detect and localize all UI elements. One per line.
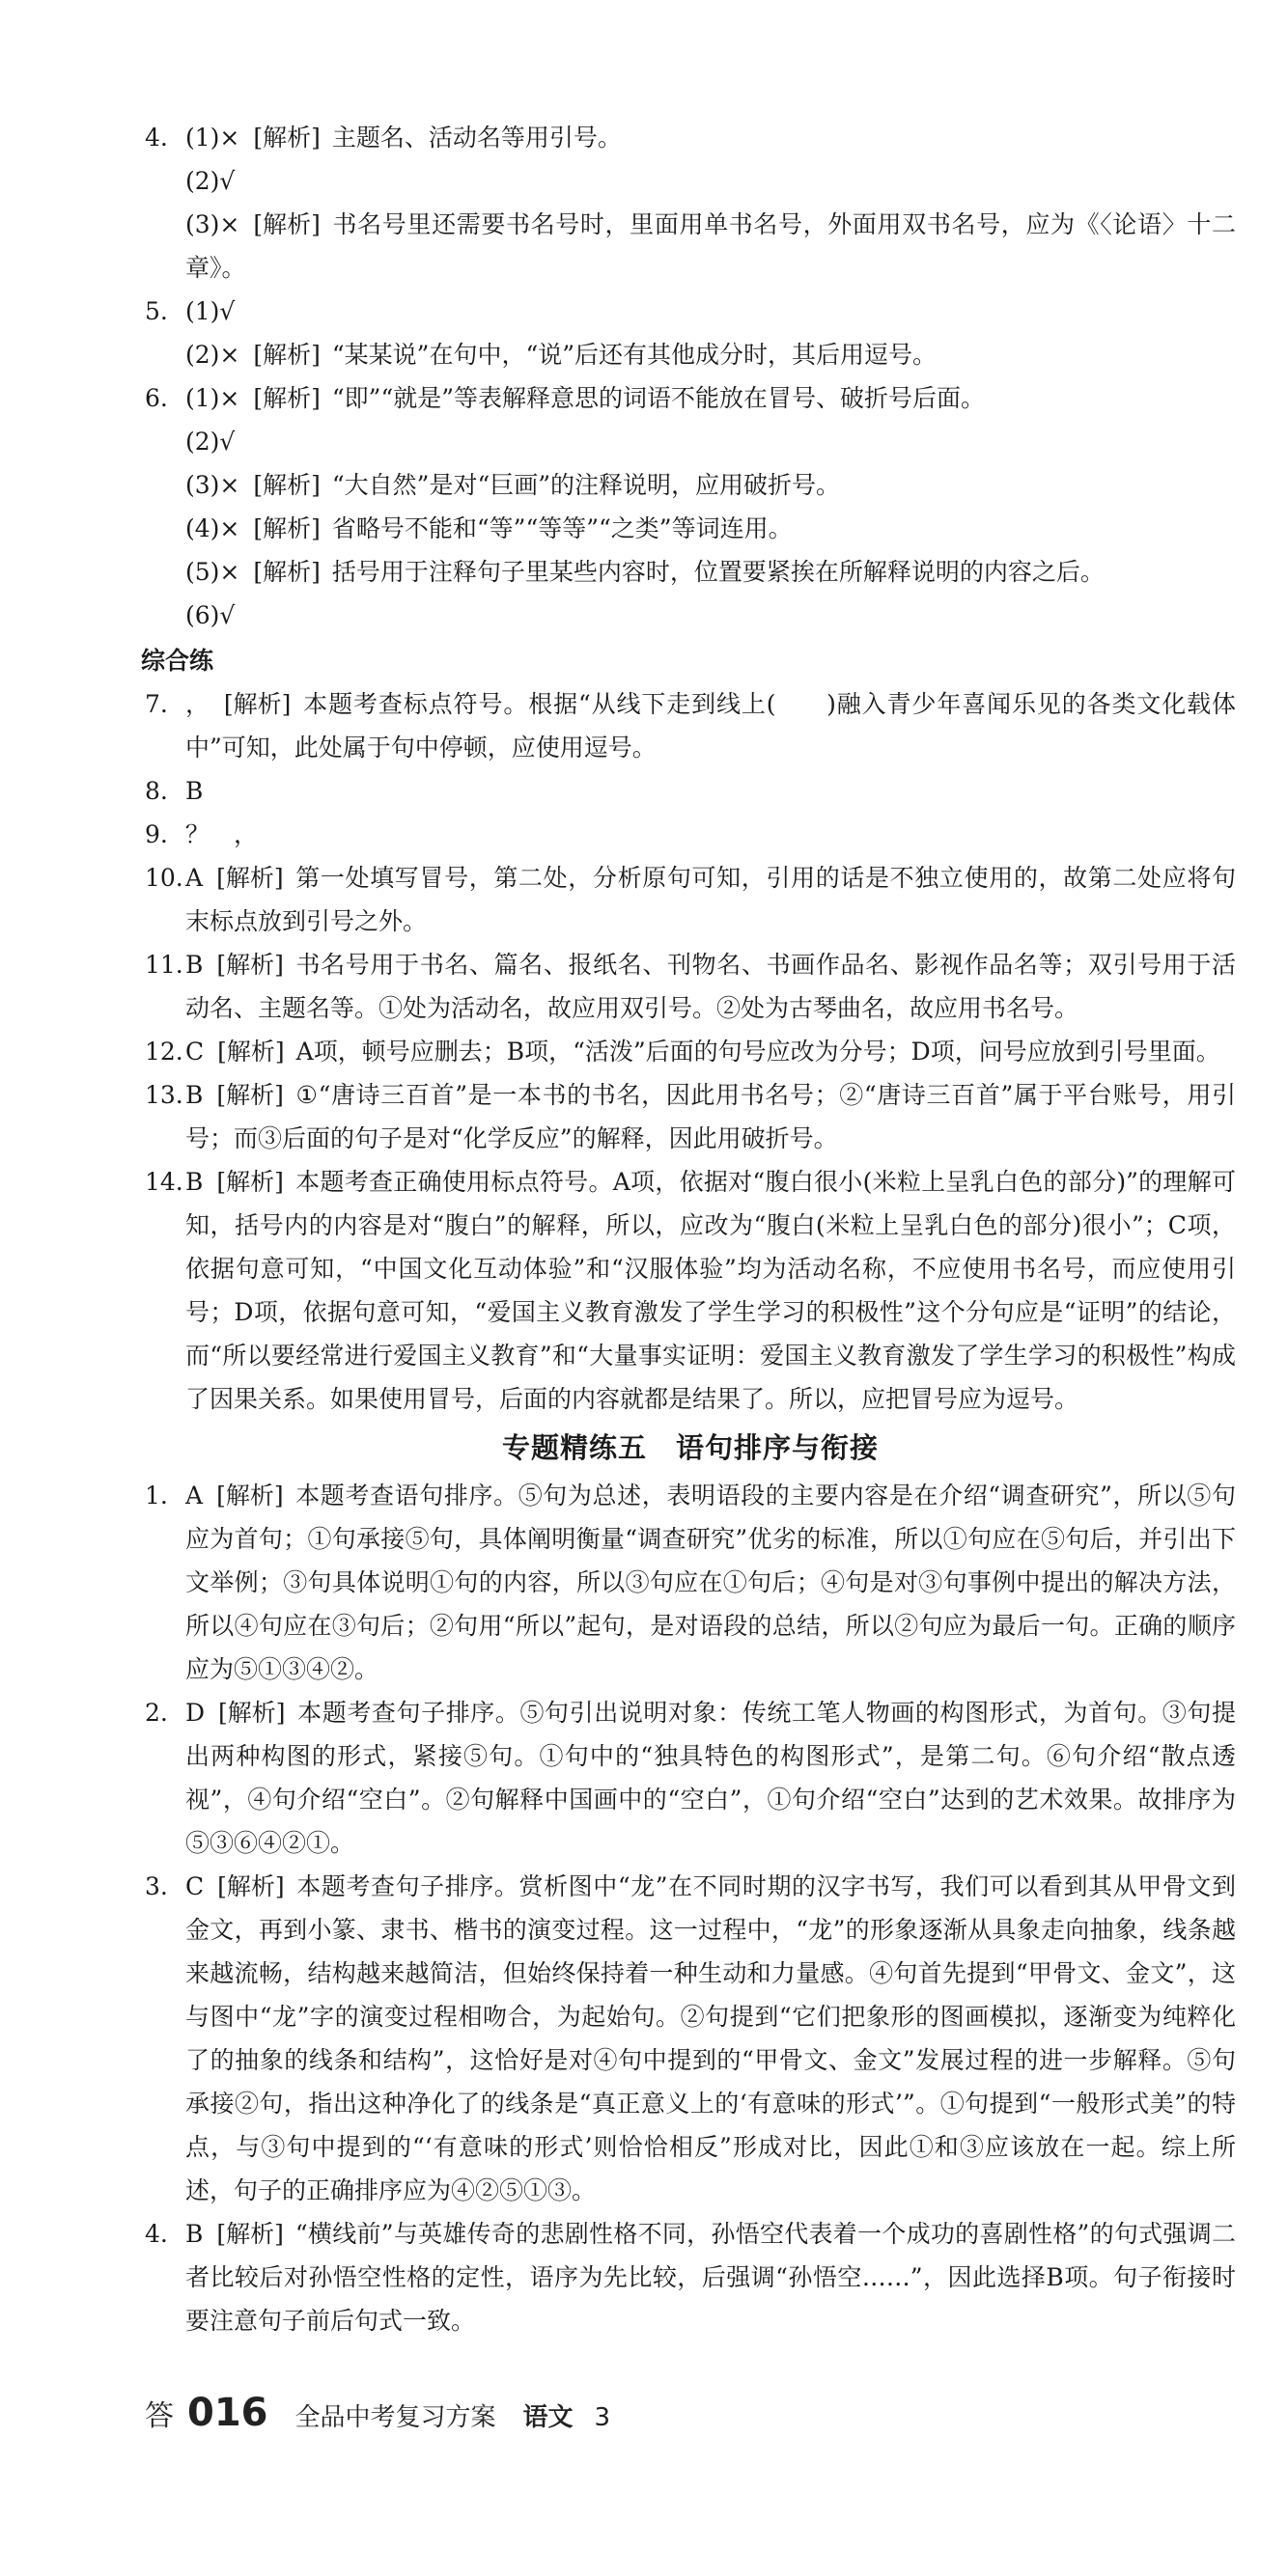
section-heading: 专题精练五 语句排序与衔接 — [501, 1431, 879, 1464]
answer-key: A — [185, 864, 204, 892]
answer-line: (4)× [解析] 省略号不能和“等”“等等”“之类”等词连用。 — [185, 507, 1236, 550]
answer-key: A — [185, 1482, 204, 1510]
question-1: 1. A [解析] 本题考查语句排序。⑤句为总述，表明语段的主要内容是在介绍“调查研究”，所以⑤句应为首句；①句承接⑤句，具体阐明衡量“调查研究”优劣的标准，所以①句应在⑤句后，并引出下文举例；③句具体说明①句的内容，所以③句应在①句后；④句是对③句事例中提出的解决方法，所以④句应在③句后；②句用“所以”起句，是对语段的总结，所以②句应为最后一句。正确的顺序应为⑤①③④②。 — [145, 1474, 1236, 1691]
answer-line: (2)√ — [185, 428, 236, 456]
subject-label: 语文 — [522, 2403, 574, 2432]
answer-line: (2)× [解析] “某某说”在句中，“说”后还有其他成分时，其后用逗号。 — [185, 333, 1236, 376]
question-3: 3. C [解析] 本题考查句子排序。赏析图中“龙”在不同时期的汉字书写，我们可以看到其从甲骨文到金文，再到小篆、隶书、楷书的演变过程。这一过程中，“龙”的形象逐渐从具象走向抽象，线条越来越流畅，结构越来越简洁，但始终保持着一种生动和力量感。④句首先提到“甲骨文、金文”，这与图中“龙”字的演变过程相吻合，为起始句。②句提到“它们把象形的图画模拟，逐渐变为纯粹化了的抽象的线条和结构”，这恰好是对④句中提到的“甲骨文、金文”发展过程的进一步解释。⑤句承接②句，指出这种净化了的线条是“真正意义上的‘有意味的形式’”。①句提到“一般形式美”的特点，与③句中提到的“‘有意味的形式’则恰恰相反”形成对比，因此①和③应该放在一起。综上所述，句子的正确排序应为④②⑤①③。 — [145, 1865, 1236, 2212]
answer-key: B — [185, 1168, 204, 1196]
analysis-tag: [解析] — [216, 1482, 284, 1510]
answer-key: C — [185, 1038, 205, 1066]
answer-key: B — [185, 1081, 204, 1109]
analysis-text: 第一处填写冒号，第二处，分析原句可知，引用的话是不独立使用的，故第二处应将句末标点放到引号之外。 — [185, 864, 1236, 935]
analysis-tag: [解析] — [217, 1038, 285, 1066]
question-14: 14. B [解析] 本题考查正确使用标点符号。A项，依据对“腹白很小(米粒上呈乳白色的部分)”的理解可知，括号内的内容是对“腹白”的解释，所以，应改为“腹白(米粒上呈乳白色的部分)很小”；C项，依据句意可知，“中国文化互动体验”和“汉服体验”均为活动名称，不应使用书名号，而应使用引号；D项，依据句意可知，“爱国主义教育激发了学生学习的积极性”这个分句应是“证明”的结论，而“所以要经常进行爱国主义教育”和“大量事实证明：爱国主义教育激发了学生学习的积极性”构成了因果关系。如果使用冒号，后面的内容就都是结果了。所以，应把冒号应为逗号。 — [145, 1160, 1236, 1421]
analysis-text: 本题考查句子排序。⑤句引出说明对象：传统工笔人物画的构图形式，为首句。③句提出两种构图的形式，紧接⑤句。①句中的“独具特色的构图形式”，是第二句。⑥句介绍“散点透视”，④句介绍“空白”。②句解释中国画中的“空白”，①句介绍“空白”达到的艺术效果。故排序为⑤③⑥④②①。 — [185, 1699, 1236, 1857]
answer-key: ？ ， — [185, 820, 259, 848]
answer-line: (1)√ — [185, 297, 236, 325]
section-title: 综合练 — [141, 647, 214, 675]
answer-label: 答 — [145, 2399, 174, 2433]
answer-line: (1)× [解析] “即”“就是”等表解释意思的词语不能放在冒号、破折号后面。 — [185, 376, 1236, 420]
volume-number: 3 — [594, 2403, 611, 2432]
question-8: 8. B — [145, 777, 204, 805]
analysis-tag: [解析] — [216, 2220, 284, 2248]
question-13: 13. B [解析] ①“唐诗三百首”是一本书的书名，因此用书名号；②“唐诗三百首”属于平台账号，用引号；而③后面的句子是对“化学反应”的解释，因此用破折号。 — [145, 1073, 1236, 1160]
answer-page — [141, 116, 1236, 2342]
analysis-tag: [解析] — [253, 341, 321, 369]
analysis-tag: [解析] — [223, 690, 292, 718]
answer-line: (3)× [解析] “大自然”是对“巨画”的注释说明，应用破折号。 — [185, 463, 1236, 507]
question-number: 6. — [145, 384, 168, 412]
question-11: 11. B [解析] 书名号用于书名、篇名、报纸名、刊物名、书画作品名、影视作品名等；双引号用于活动名、主题名等。①处为活动名，故应用双引号。②处为古琴曲名，故应用书名号。 — [145, 943, 1236, 1030]
analysis-tag: [解析] — [253, 124, 321, 152]
answer-key: B — [185, 2220, 204, 2248]
answer-line: (1)× [解析] 主题名、活动名等用引号。 — [185, 116, 1236, 159]
answer-line: (6)√ — [185, 601, 236, 629]
answers-list-2 — [145, 1474, 1236, 2342]
analysis-text: 本题考查标点符号。根据“从线下走到线上( )融入青少年喜闻乐见的各类文化载体中”可知，此处属于句中停顿，应使用逗号。 — [185, 690, 1236, 762]
analysis-tag: [解析] — [253, 558, 321, 586]
question-2: 2. D [解析] 本题考查句子排序。⑤句引出说明对象：传统工笔人物画的构图形式，为首句。③句提出两种构图的形式，紧接⑤句。①句中的“独具特色的构图形式”，是第二句。⑥句介绍“散点透视”，④句介绍“空白”。②句解释中国画中的“空白”，①句介绍“空白”达到的艺术效果。故排序为⑤③⑥④②①。 — [145, 1691, 1236, 1865]
analysis-text: A项，顿号应删去；B项，“活泼”后面的句号应改为分号；D项，问号应放到引号里面。 — [295, 1038, 1220, 1066]
answer-key: ， — [185, 690, 210, 718]
analysis-tag: [解析] — [216, 864, 284, 892]
analysis-tag: [解析] — [218, 1699, 286, 1727]
analysis-tag: [解析] — [253, 210, 321, 238]
analysis-tag: [解析] — [216, 951, 284, 979]
analysis-text: 本题考查正确使用标点符号。A项，依据对“腹白很小(米粒上呈乳白色的部分)”的理解可知，括号内的内容是对“腹白”的解释，所以，应改为“腹白(米粒上呈乳白色的部分)很小”；C项，依据句意可知，“中国文化互动体验”和“汉服体验”均为活动名称，不应使用书名号，而应使用引号；D项，依据句意可知，“爱国主义教育激发了学生学习的积极性”这个分句应是“证明”的结论，而“所以要经常进行爱国主义教育”和“大量事实证明：爱国主义教育激发了学生学习的积极性”构成了因果关系。如果使用冒号，后面的内容就都是结果了。所以，应把冒号应为逗号。 — [185, 1168, 1236, 1413]
answer-key: B — [185, 777, 204, 805]
analysis-text: 本题考查语句排序。⑤句为总述，表明语段的主要内容是在介绍“调查研究”，所以⑤句应为首句；①句承接⑤句，具体阐明衡量“调查研究”优劣的标准，所以①句应在⑤句后，并引出下文举例；③句具体说明①句的内容，所以③句应在①句后；④句是对③句事例中提出的解决方法，所以④句应在③句后；②句用“所以”起句，是对语段的总结，所以②句应为最后一句。正确的顺序应为⑤①③④②。 — [185, 1482, 1236, 1683]
answer-line: (3)× [解析] 书名号里还需要书名号时，里面用单书名号，外面用双书名号，应为《〈论语〉十二章》。 — [185, 203, 1236, 290]
question-4b: 4. B [解析] “横线前”与英雄传奇的悲剧性格不同，孙悟空代表着一个成功的喜剧性格”的句式强调二者比较后对孙悟空性格的定性，语序为先比较，后强调“孙悟空……”，因此选择B项。句子衔接时要注意句子前后句式一致。 — [145, 2212, 1236, 2342]
question-5 — [145, 290, 1236, 376]
analysis-tag: [解析] — [216, 1168, 284, 1196]
question-4 — [145, 116, 1236, 290]
question-number: 5. — [145, 297, 168, 325]
answer-key: C — [185, 1872, 205, 1900]
analysis-text: ①“唐诗三百首”是一本书的书名，因此用书名号；②“唐诗三百首”属于平台账号，用引号；而③后面的句子是对“化学反应”的解释，因此用破折号。 — [185, 1081, 1236, 1152]
question-9: 9. ？ ， — [145, 820, 259, 848]
page-footer — [145, 2392, 610, 2440]
analysis-text: 书名号用于书名、篇名、报纸名、刊物名、书画作品名、影视作品名等；双引号用于活动名、主题名等。①处为活动名，故应用双引号。②处为古琴曲名，故应用书名号。 — [185, 951, 1236, 1022]
question-number: 4. — [145, 124, 168, 152]
answer-line: (2)√ — [185, 167, 236, 195]
answer-line: (5)× [解析] 括号用于注释句子里某些内容时，位置要紧挨在所解释说明的内容之后。 — [185, 550, 1236, 594]
analysis-tag: [解析] — [253, 384, 321, 412]
analysis-text: 本题考查句子排序。赏析图中“龙”在不同时期的汉字书写，我们可以看到其从甲骨文到金文，再到小篆、隶书、楷书的演变过程。这一过程中，“龙”的形象逐渐从具象走向抽象，线条越来越流畅，结构越来越简洁，但始终保持着一种生动和力量感。④句首先提到“甲骨文、金文”，这与图中“龙”字的演变过程相吻合，为起始句。②句提到“它们把象形的图画模拟，逐渐变为纯粹化了的抽象的线条和结构”，这恰好是对④句中提到的“甲骨文、金文”发展过程的进一步解释。⑤句承接②句，指出这种净化了的线条是“真正意义上的‘有意味的形式’”。①句提到“一般形式美”的特点，与③句中提到的“‘有意味的形式’则恰恰相反”形成对比，因此①和③应该放在一起。综上所述，句子的正确排序应为④②⑤①③。 — [185, 1872, 1236, 2204]
question-10: 10. A [解析] 第一处填写冒号，第二处，分析原句可知，引用的话是不独立使用的，故第二处应将句末标点放到引号之外。 — [145, 856, 1236, 943]
analysis-tag: [解析] — [217, 1872, 285, 1900]
analysis-tag: [解析] — [253, 514, 321, 542]
answers-list — [145, 682, 1236, 1421]
page-number: 016 — [187, 2391, 268, 2435]
question-6 — [145, 376, 1236, 637]
analysis-tag: [解析] — [216, 1081, 284, 1109]
book-title: 全品中考复习方案 — [294, 2403, 496, 2432]
answer-key: B — [185, 951, 204, 979]
question-12: 12. C [解析] A项，顿号应删去；B项，“活泼”后面的句号应改为分号；D项，问号应放到引号里面。 — [145, 1030, 1236, 1073]
question-7: 7. ， [解析] 本题考查标点符号。根据“从线下走到线上( )融入青少年喜闻乐见的各类文化载体中”可知，此处属于句中停顿，应使用逗号。 — [145, 682, 1236, 769]
analysis-tag: [解析] — [253, 471, 321, 499]
answer-key: D — [185, 1699, 206, 1727]
analysis-text: “横线前”与英雄传奇的悲剧性格不同，孙悟空代表着一个成功的喜剧性格”的句式强调二者比较后对孙悟空性格的定性，语序为先比较，后强调“孙悟空……”，因此选择B项。句子衔接时要注意句子前后句式一致。 — [185, 2220, 1236, 2335]
